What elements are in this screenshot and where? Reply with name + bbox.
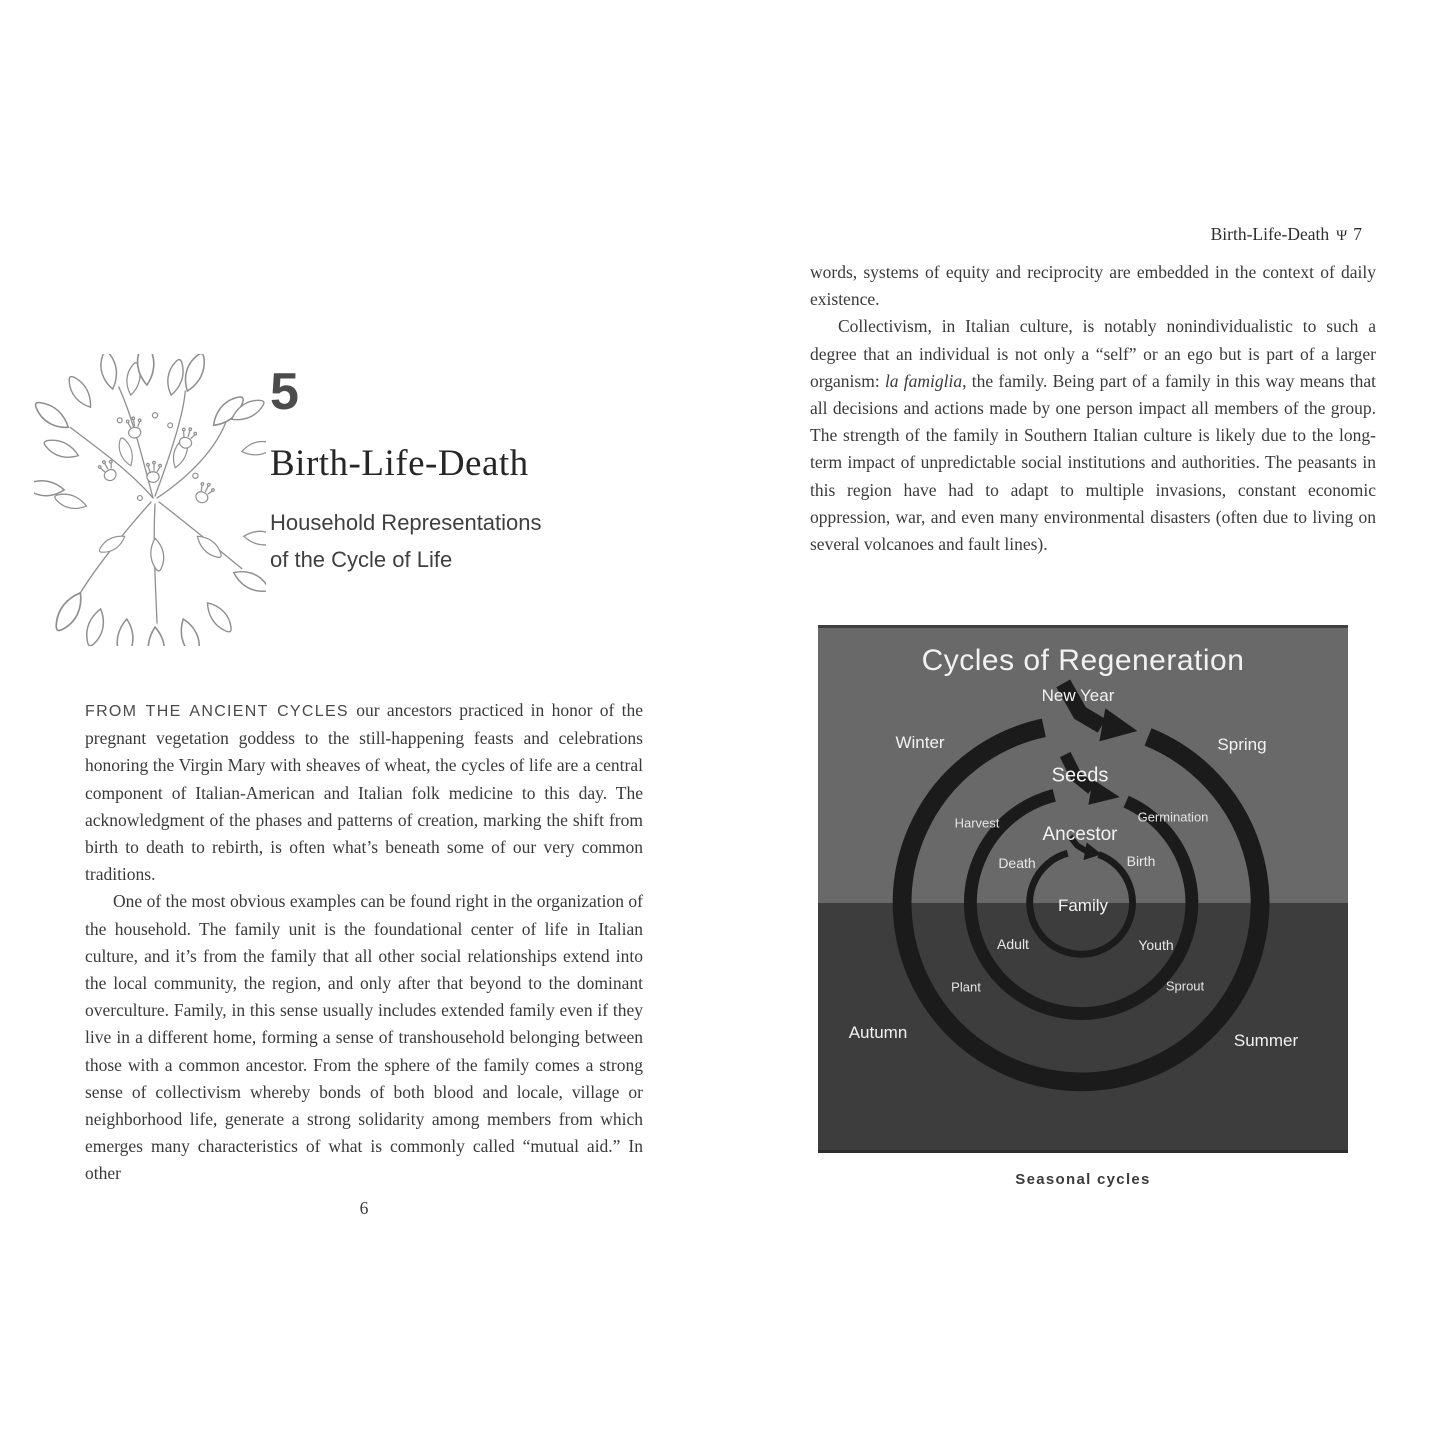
label-adult: Adult xyxy=(997,936,1029,952)
label-death: Death xyxy=(998,855,1036,871)
opening-paragraph-text: our ancestors practiced in honor of the pregnant vegetation goddess to the still-happening feasts and celebrations honoring the Virgin Mary with sheaves of wheat, the cycles of life are a central component of Italian-American and Italian folk medicine to this day. The acknowledgment of the phases and patterns of creation, marking the shift from birth to death to rebirth, is often what’s beneath some of our very common traditions. xyxy=(85,700,643,885)
label-harvest: Harvest xyxy=(954,815,1000,831)
label-birth: Birth xyxy=(1126,853,1156,869)
chapter-subtitle-line1: Household Representations xyxy=(270,510,542,535)
figure-caption: Seasonal cycles xyxy=(1015,1171,1151,1188)
chapter-title: Birth-Life-Death xyxy=(270,443,529,484)
label-autumn: Autumn xyxy=(848,1023,908,1042)
label-spring: Spring xyxy=(1217,735,1267,754)
label-summer: Summer xyxy=(1233,1031,1299,1050)
label-seeds: Seeds xyxy=(1051,764,1109,787)
right-body-text xyxy=(810,259,1376,558)
paragraph-opening xyxy=(85,697,643,888)
cycle-rings-graphic xyxy=(818,628,1348,1150)
figure-title: Cycles of Regeneration xyxy=(921,644,1245,677)
middle-ring-arrow xyxy=(970,755,1191,1014)
cycles-of-regeneration-figure xyxy=(818,625,1348,1153)
label-youth: Youth xyxy=(1138,937,1174,953)
paragraph: One of the most obvious examples can be found right in the organization of the household. The family unit is the foundational center of life in Italian culture, and it’s from the family that all other social relationships extend into the local community, the region, and only after that beyond to the dominant overculture. Family, in this sense usually includes extended family even if they live in a different home, forming a sense of transhousehold belonging between those with a common ancestor. From the sphere of the family comes a strong sense of collectivism whereby bonds of both blood and locale, village or neighborhood life, generate a strong solidarity among members from which emerges many characteristics of what is commonly called “mutual aid.” In other xyxy=(85,891,643,1184)
label-winter: Winter xyxy=(895,733,945,752)
label-new-year: New Year xyxy=(1041,686,1115,705)
chapter-head xyxy=(270,363,650,578)
label-family: Family xyxy=(1057,896,1109,915)
running-head-title: Birth-Life-Death xyxy=(1210,224,1330,244)
running-head xyxy=(810,224,1376,245)
outer-ring-arrow xyxy=(902,683,1260,1081)
paragraph: Collectivism, in Italian culture, is notably nonindividualistic to such a degree that an individual is not only a “self” or an ego but is part of a larger organism: la famiglia, the family. Being part of a family in this way means that all decisions and actions made by one person impact all members of the group. The strength of the family in Southern Italian culture is likely due to the long-term impact of unpredictable social institutions and authorities. The peasants in this region have had to adapt to multiple invasions, constant economic oppression, war, and even many environmental disasters (often due to living on several volcanoes and fault lines). xyxy=(810,316,1376,555)
right-page-number: 7 xyxy=(1353,224,1362,244)
chapter-subtitle-line2: of the Cycle of Life xyxy=(270,546,453,572)
chapter-number: 5 xyxy=(270,363,299,421)
opening-phrase: FROM THE ANCIENT CYCLES xyxy=(85,703,349,720)
left-page-number: 6 xyxy=(359,1198,369,1218)
left-body-text xyxy=(85,697,643,1188)
paragraph: words, systems of equity and reciprocity are embedded in the context of daily existence. xyxy=(810,262,1376,310)
label-germination: Germination xyxy=(1137,809,1209,825)
botanical-illustration xyxy=(34,354,266,646)
label-ancestor: Ancestor xyxy=(1042,824,1118,845)
label-sprout: Sprout xyxy=(1165,978,1205,994)
sprout-glyph: Ψ xyxy=(1336,228,1348,244)
chapter-subtitle xyxy=(270,505,650,578)
label-plant: Plant xyxy=(951,979,981,995)
